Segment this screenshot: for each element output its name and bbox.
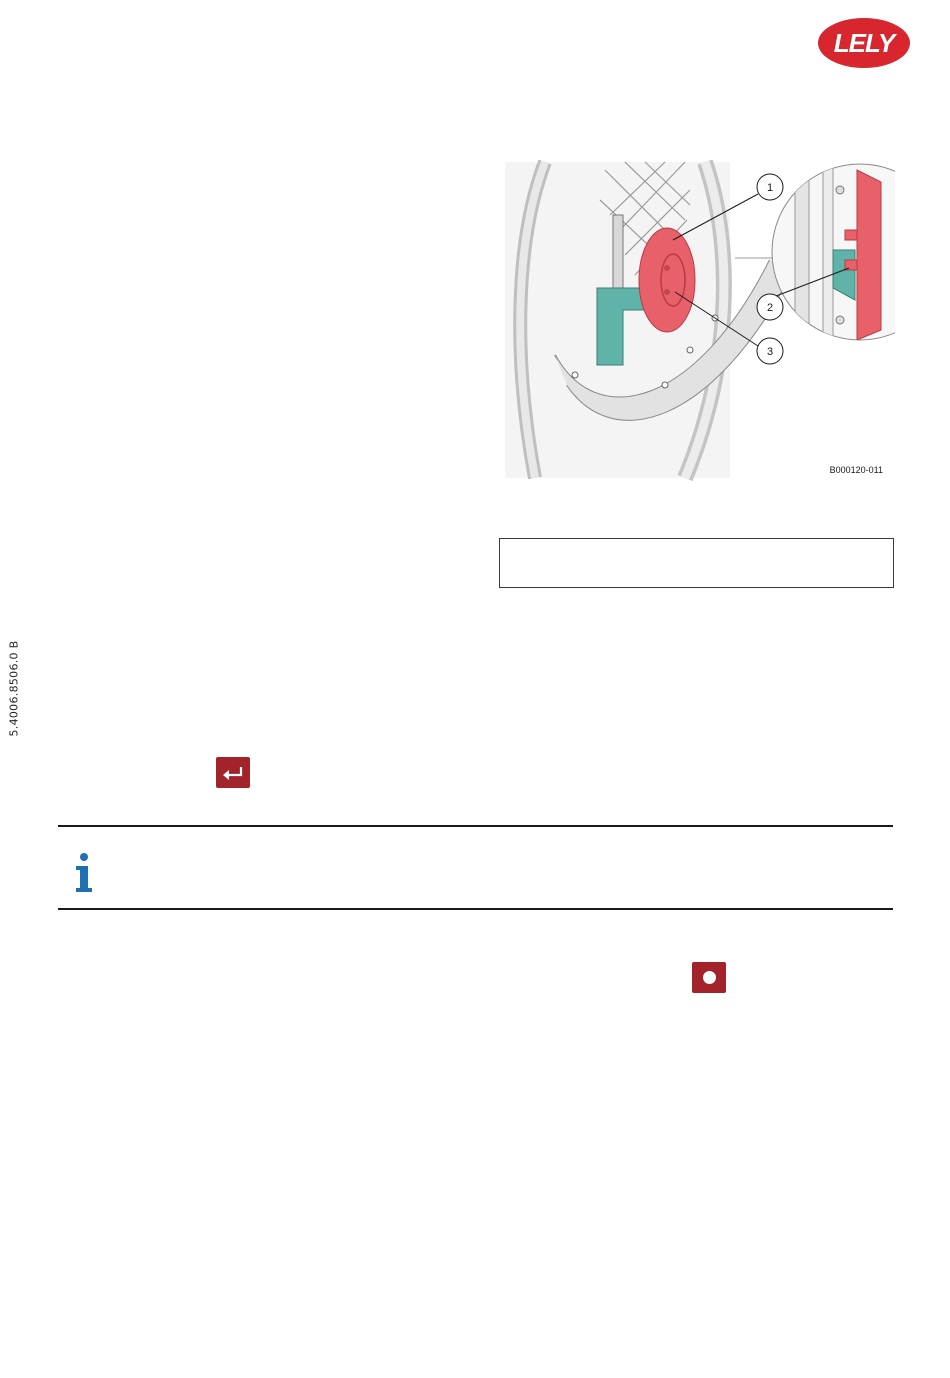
svg-text:3: 3 <box>766 346 774 358</box>
image-code: B000120-011 <box>829 465 883 475</box>
svg-text:2: 2 <box>766 302 774 314</box>
note-rule-top <box>58 825 893 827</box>
lely-logo <box>816 16 912 70</box>
svg-text:LELY: LELY <box>833 28 895 58</box>
document-code <box>4 636 24 740</box>
assembly-figure <box>505 160 895 482</box>
figure-caption-box <box>499 538 894 588</box>
svg-text:1: 1 <box>766 182 774 194</box>
document-code-text: 5.4006.8506.0 B <box>7 639 21 737</box>
stop-key-icon <box>692 962 726 993</box>
callout-2 <box>757 294 783 320</box>
enter-key-icon <box>216 757 250 788</box>
info-icon <box>72 852 96 894</box>
callout-3 <box>757 338 783 364</box>
note-rule-bottom <box>58 908 893 910</box>
callout-1 <box>757 174 783 200</box>
stop-dot <box>703 971 716 984</box>
main-illustration <box>505 162 790 478</box>
